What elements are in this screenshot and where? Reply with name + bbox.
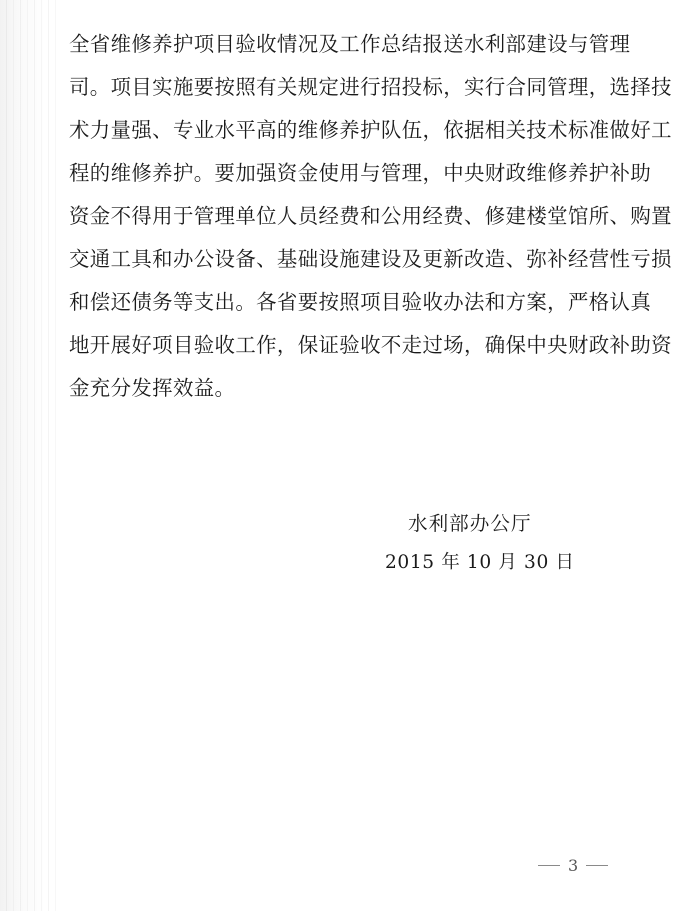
body-line: 交通工具和办公设备、基础设施建设及更新改造、弥补经营性亏损 [69, 247, 672, 271]
body-line: 和偿还债务等支出。各省要按照项目验收办法和方案，严格认真 [69, 290, 652, 314]
issuing-organization: 水利部办公厅 [408, 512, 532, 535]
body-line: 地开展好项目验收工作，保证验收不走过场，确保中央财政补助资 [69, 333, 672, 357]
body-line: 术力量强、专业水平高的维修养护队伍，依据相关技术标准做好工 [69, 118, 672, 142]
scan-edge-shading [0, 0, 58, 911]
body-line: 程的维修养护。要加强资金使用与管理，中央财政维修养护补助 [69, 161, 652, 185]
issue-date: 2015 年 10 月 30 日 [385, 552, 575, 573]
page-number [538, 852, 608, 878]
body-line: 资金不得用于管理单位人员经费和公用经费、修建楼堂馆所、购置 [69, 204, 672, 228]
page-number-dash-right [586, 865, 608, 866]
body-text [69, 23, 672, 410]
page-number-dash-left [538, 865, 560, 866]
body-line: 全省维修养护项目验收情况及工作总结报送水利部建设与管理 [69, 32, 631, 56]
body-line: 司。项目实施要按照有关规定进行招投标，实行合同管理，选择技 [69, 75, 672, 99]
page-number-value: 3 [568, 855, 579, 875]
body-line: 金充分发挥效益。 [69, 376, 236, 400]
